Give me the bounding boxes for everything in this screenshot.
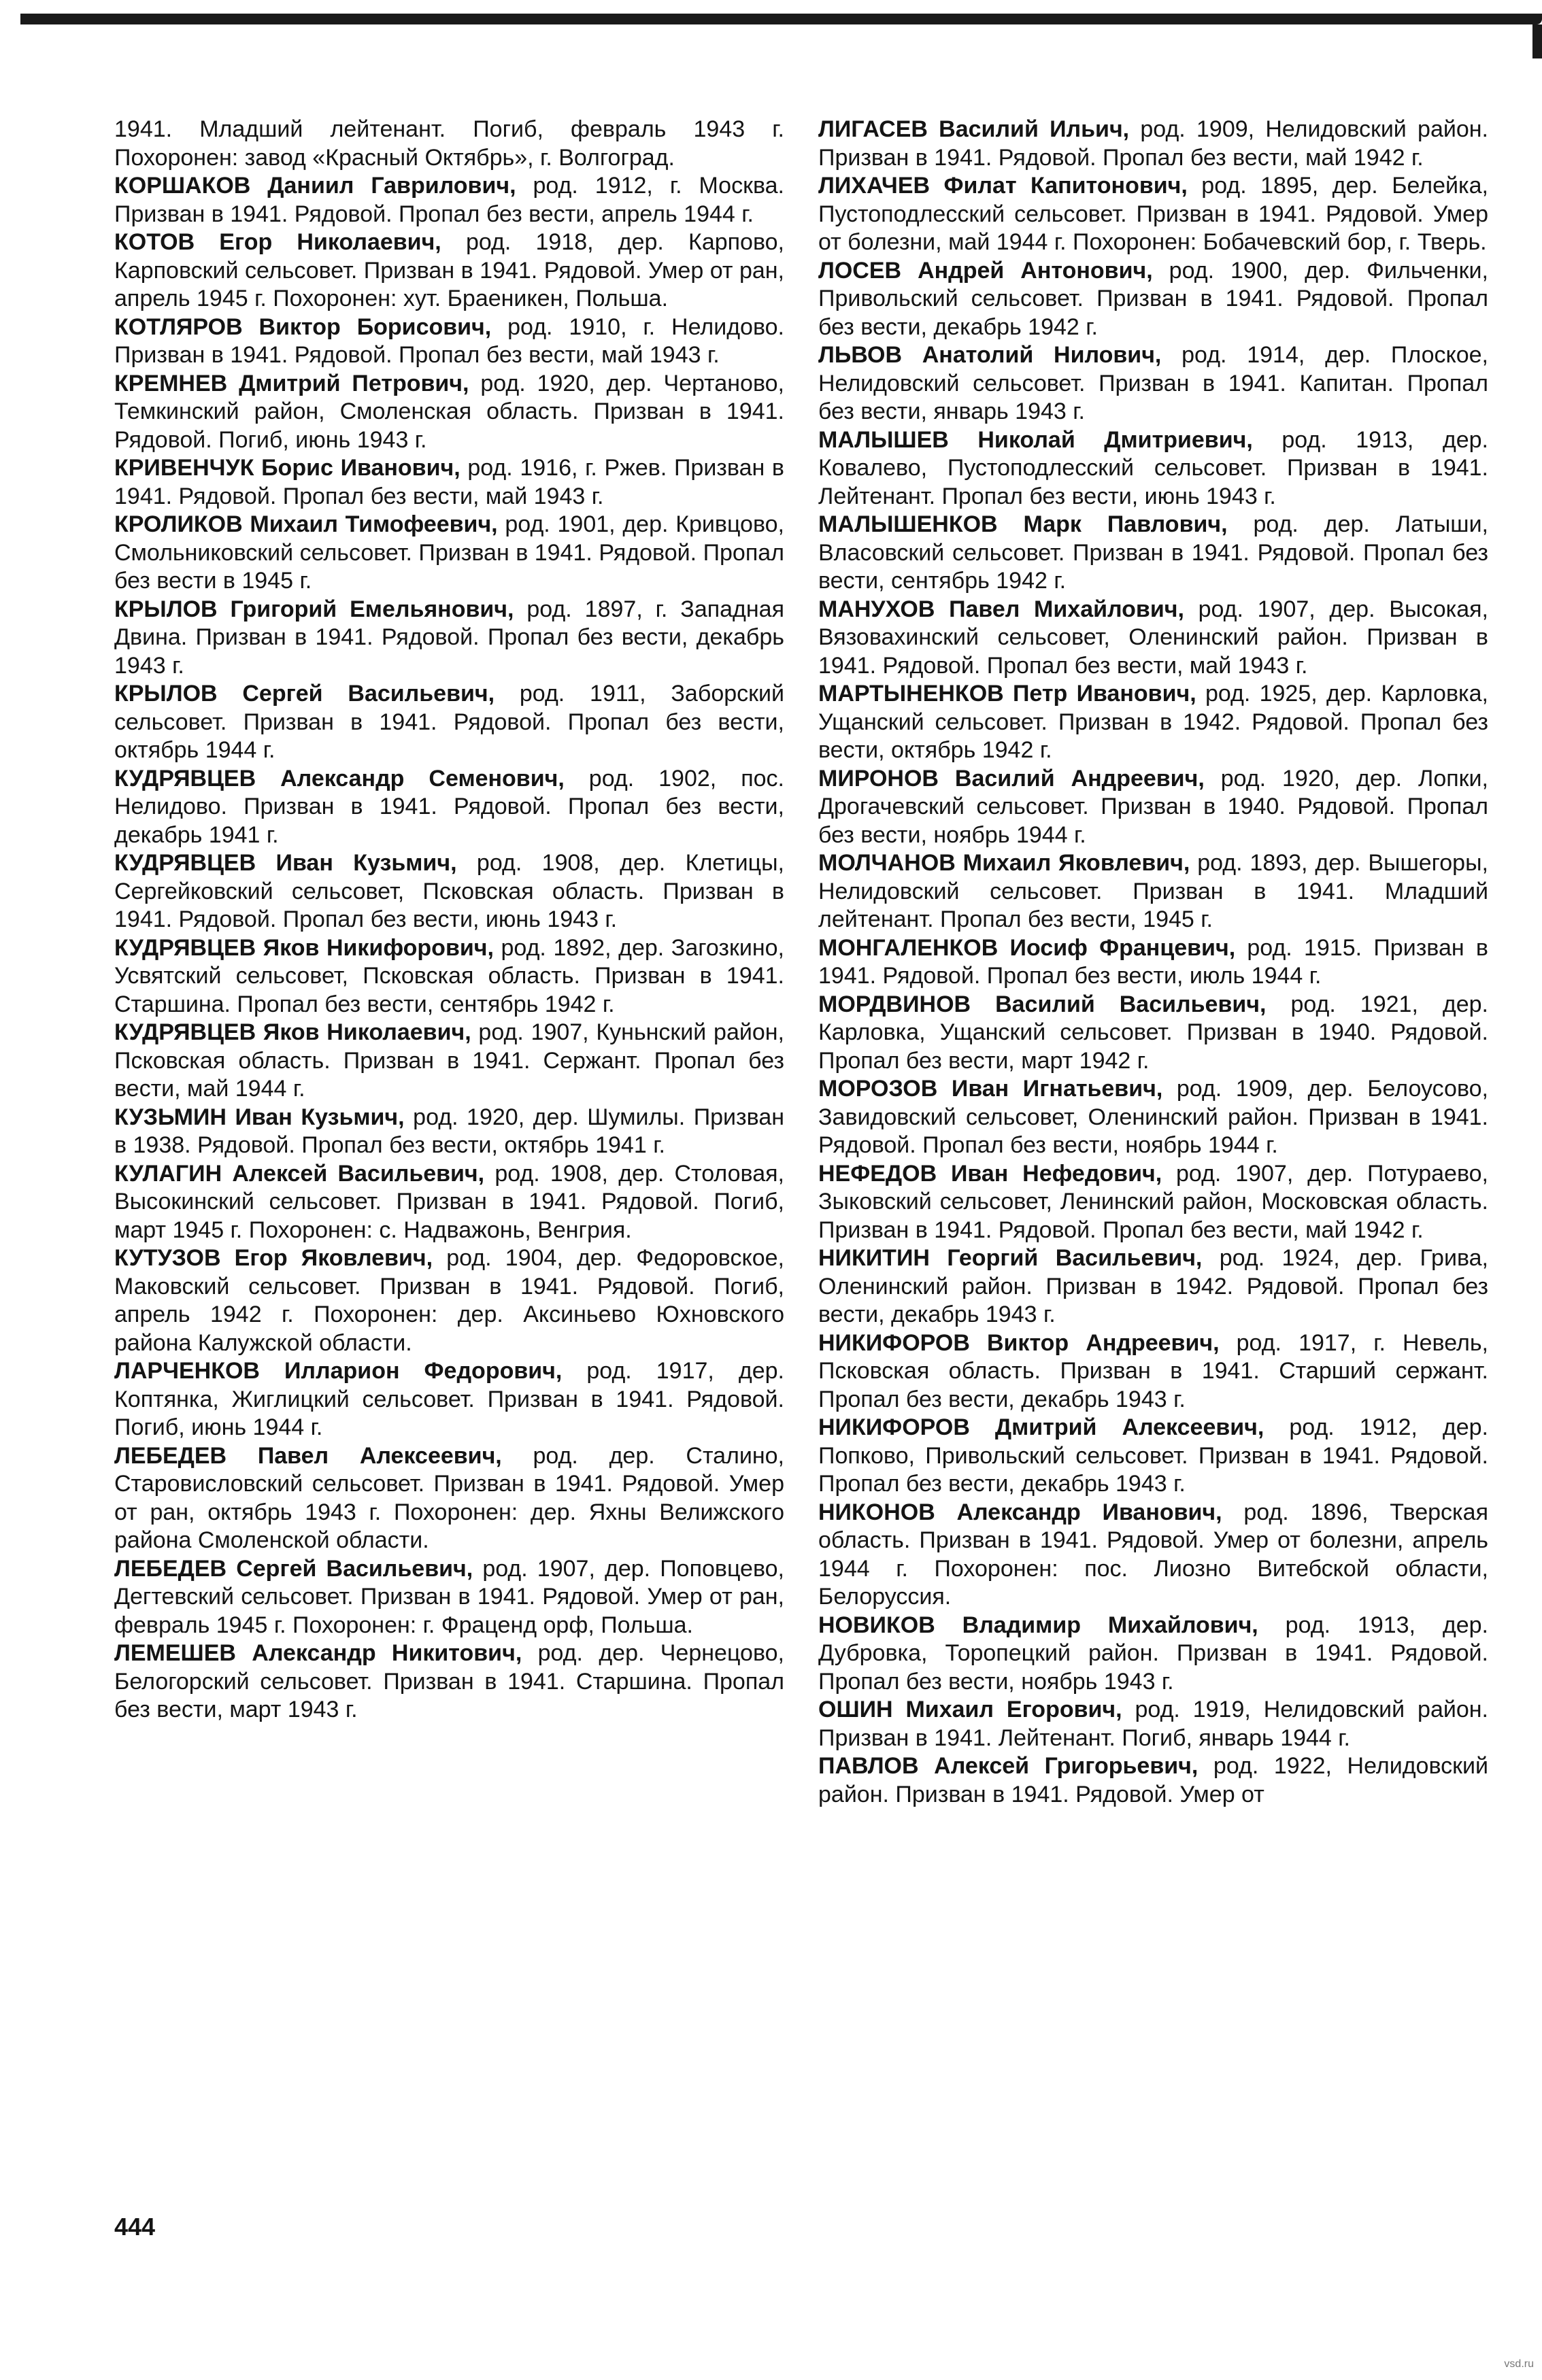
entry-details: род. 1896, Тверская область. Призван в 1941. Рядовой. Умер от болезни, апрель 1944 г. Похоронен: пос. Лиозно Витебской области, Белоруссия. [818, 1499, 1489, 1610]
person-name: МОЛЧАНОВ Михаил Яковлевич, [818, 850, 1190, 876]
memorial-entry [114, 511, 784, 596]
person-name: НЕФЕДОВ Иван Нефедович, [818, 1160, 1162, 1187]
entry-details: род. дер. Сталино, Старовисловский сельсовет. Призван в 1941. Рядовой. Умер от ран, октябрь 1943 г. Похоронен: дер. Яхны Велижского района Смоленской области. [114, 1442, 785, 1553]
site-watermark: vsd.ru [1504, 2358, 1534, 2370]
person-name: НОВИКОВ Владимир Михайлович, [818, 1612, 1258, 1638]
person-name: КРЕМНЕВ Дмитрий Петрович, [114, 370, 469, 396]
entry-details: род. 1916, г. Ржев. Призван в 1941. Рядовой. Пропал без вести, май 1943 г. [114, 455, 784, 509]
memorial-entry [818, 934, 1488, 991]
person-name: МОРОЗОВ Иван Игнатьевич, [818, 1076, 1163, 1102]
entry-details: род. 1909, Нелидовский район. Призван в 1941. Рядовой. Пропал без вести, май 1942 г. [818, 116, 1489, 171]
entry-details: род. дер. Латыши, Власовский сельсовет. Призван в 1941. Рядовой. Пропал без вести, сентябрь 1942 г. [818, 511, 1489, 594]
person-name: КРЫЛОВ Григорий Емельянович, [114, 596, 514, 622]
entry-details: род. 1909, дер. Белоусово, Завидовский сельсовет, Оленинский район. Призван в 1941. Рядовой. Пропал без вести, ноябрь 1944 г. [818, 1076, 1488, 1158]
person-name: КУДРЯВЦЕВ Яков Никифорович, [114, 934, 494, 961]
person-name: КОТОВ Егор Николаевич, [114, 229, 441, 255]
memorial-entry [114, 1019, 784, 1104]
entry-details: род. 1925, дер. Карловка, Ущанский сельсовет. Призван в 1942. Рядовой. Пропал без вести, октябрь 1942 г. [818, 681, 1488, 763]
memorial-entry [818, 1612, 1488, 1697]
memorial-entry [818, 257, 1488, 342]
memorial-entry [818, 426, 1488, 511]
person-name: КОТЛЯРОВ Виктор Борисович, [114, 313, 492, 340]
person-name: НИКИТИН Георгий Васильевич, [818, 1245, 1203, 1271]
entry-details: род. 1912, дер. Попково, Привольский сельсовет. Призван в 1941. Рядовой. Пропал без вести, декабрь 1943 г. [818, 1414, 1488, 1497]
memorial-entry [818, 1160, 1488, 1245]
entry-details: род. 1913, дер. Дубровка, Торопецкий район. Призван в 1941. Рядовой. Пропал без вести, ноябрь 1943 г. [818, 1612, 1488, 1695]
memorial-entry [818, 991, 1488, 1076]
memorial-entry [114, 1244, 784, 1357]
memorial-entry [114, 849, 784, 934]
entry-details: род. 1907, дер. Потураево, Зыковский сельсовет, Ленинский район, Московская область. Призван в 1941. Рядовой. Пропал без вести, май 1942 г. [818, 1160, 1488, 1243]
top-rule [20, 14, 1542, 24]
memorial-entry [818, 1244, 1488, 1329]
person-name: КУДРЯВЦЕВ Александр Семенович, [114, 765, 565, 792]
entry-details: род. 1921, дер. Карловка, Ущанский сельсовет. Призван в 1940. Рядовой. Пропал без вести, март 1942 г. [818, 991, 1488, 1074]
person-name: МОНГАЛЕНКОВ Иосиф Францевич, [818, 934, 1236, 961]
entry-details: род. 1907, дер. Высокая, Вязовахинский сельсовет, Оленинский район. Призван в 1941. Рядовой. Пропал без вести, май 1943 г. [818, 596, 1489, 679]
memorial-entry [114, 228, 784, 313]
entry-details: род. 1920, дер. Шумилы. Призван в 1938. Рядовой. Пропал без вести, октябрь 1941 г. [114, 1104, 785, 1158]
person-name: ОШИН Михаил Егорович, [818, 1697, 1122, 1722]
person-name: НИКИФОРОВ Дмитрий Алексеевич, [818, 1414, 1264, 1440]
entry-details: род. 1907, Куньнский район, Псковская область. Призван в 1941. Сержант. Пропал без вести, май 1944 г. [114, 1019, 784, 1102]
person-name: НИКОНОВ Александр Иванович, [818, 1499, 1222, 1525]
memorial-entry [114, 454, 784, 511]
memorial-entry [114, 370, 784, 455]
memorial-entry [818, 1329, 1488, 1414]
person-name: НИКИФОРОВ Виктор Андреевич, [818, 1329, 1220, 1356]
memorial-entry [818, 596, 1488, 681]
person-name: КРЫЛОВ Сергей Васильевич, [114, 681, 495, 707]
person-name: ЛЕБЕДЕВ Сергей Васильевич, [114, 1555, 473, 1582]
entry-details: род. 1908, дер. Столовая, Высокинский сельсовет. Призван в 1941. Рядовой. Погиб, март 1945 г. Похоронен: с. Надважонь, Венгрия. [114, 1160, 784, 1243]
person-name: МАЛЫШЕВ Николай Дмитриевич, [818, 426, 1253, 453]
person-name: КОРШАКОВ Даниил Гаврилович, [114, 173, 516, 199]
person-name: МАНУХОВ Павел Михайлович, [818, 596, 1184, 622]
entry-details: род. 1922, Нелидовский район. Призван в 1941. Рядовой. Умер от [818, 1753, 1489, 1807]
person-name: КУДРЯВЦЕВ Яков Николаевич, [114, 1019, 471, 1045]
memorial-entry [114, 172, 784, 228]
entry-details: род. 1911, Заборский сельсовет. Призван в 1941. Рядовой. Пропал без вести, октябрь 1944 г. [114, 681, 784, 763]
person-name: ЛИХАЧЕВ Филат Капитонович, [818, 173, 1188, 199]
memorial-entry [818, 1752, 1488, 1809]
entry-details: род. 1917, г. Невель, Псковская область. Призван в 1941. Старший сержант. Пропал без вести, декабрь 1943 г. [818, 1329, 1488, 1412]
person-name: ЛЕМЕШЕВ Александр Никитович, [114, 1640, 522, 1666]
memorial-entry [114, 1357, 784, 1442]
person-name: ЛЕБЕДЕВ Павел Алексеевич, [114, 1442, 502, 1469]
entry-details: род. 1895, дер. Белейка, Пустоподлесский сельсовет. Призван в 1941. Рядовой. Умер от болезни, май 1944 г. Похоронен: Бобачевский бор, г. Тверь. [818, 173, 1488, 255]
memorial-entry [114, 596, 784, 681]
entry-details: род. 1920, дер. Лопки, Дрогачевский сельсовет. Призван в 1940. Рядовой. Пропал без вести, ноябрь 1944 г. [818, 765, 1488, 848]
entry-details: род. 1907, дер. Поповцево, Дегтевский сельсовет. Призван в 1941. Рядовой. Умер от ран, февраль 1945 г. Похоронен: г. Фраценд орф, Польша. [114, 1555, 784, 1638]
entry-details: род. 1901, дер. Кривцово, Смольниковский сельсовет. Призван в 1941. Рядовой. Пропал без вести в 1945 г. [114, 511, 784, 594]
entry-details: род. 1919, Нелидовский район. Призван в 1941. Лейтенант. Погиб, январь 1944 г. [818, 1697, 1488, 1751]
person-name: ЛЬВОВ Анатолий Нилович, [818, 342, 1162, 368]
memorial-entry [114, 1555, 784, 1640]
right-column [818, 116, 1488, 1809]
memorial-entry [818, 172, 1488, 257]
memorial-entry [114, 116, 784, 172]
memorial-entry [818, 849, 1488, 934]
entry-details: род. 1917, дер. Коптянка, Жиглицкий сельсовет. Призван в 1941. Рядовой. Погиб, июнь 1944 г. [114, 1358, 784, 1440]
person-name: КУДРЯВЦЕВ Иван Кузьмич, [114, 850, 457, 876]
memorial-entry [114, 313, 784, 370]
page-number: 444 [114, 2213, 156, 2241]
entry-details: род. 1910, г. Нелидово. Призван в 1941. Рядовой. Пропал без вести, май 1943 г. [114, 313, 784, 368]
entry-details: род. 1924, дер. Грива, Оленинский район. Призван в 1942. Рядовой. Пропал без вести, декабрь 1943 г. [818, 1245, 1488, 1327]
entry-details: род. 1902, пос. Нелидово. Призван в 1941. Рядовой. Пропал без вести, декабрь 1941 г. [114, 765, 784, 848]
entry-details: род. 1893, дер. Вышегоры, Нелидовский сельсовет. Призван в 1941. Младший лейтенант. Пропал без вести, 1945 г. [818, 850, 1488, 932]
person-name: МАЛЫШЕНКОВ Марк Павлович, [818, 511, 1228, 537]
memorial-entry [818, 1499, 1488, 1612]
person-name: КРИВЕНЧУК Борис Иванович, [114, 455, 460, 481]
person-name: МИРОНОВ Василий Андреевич, [818, 765, 1205, 792]
entry-details: род. 1918, дер. Карпово, Карповский сельсовет. Призван в 1941. Рядовой. Умер от ран, апрель 1945 г. Похоронен: хут. Браеникен, Польша. [114, 229, 785, 311]
memorial-entry [818, 1696, 1488, 1752]
person-name: КРОЛИКОВ Михаил Тимофеевич, [114, 511, 498, 537]
left-column [114, 116, 784, 1724]
memorial-entry [818, 341, 1488, 426]
entry-details: род. дер. Чернецово, Белогорский сельсовет. Призван в 1941. Старшина. Пропал без вести, март 1943 г. [114, 1640, 784, 1722]
memorial-entry [114, 934, 784, 1019]
person-name: ЛИГАСЕВ Василий Ильич, [818, 116, 1130, 142]
person-name: КУЗЬМИН Иван Кузьмич, [114, 1104, 405, 1130]
entry-details: род. 1914, дер. Плоское, Нелидовский сельсовет. Призван в 1941. Капитан. Пропал без вести, январь 1943 г. [818, 342, 1489, 424]
entry-details: род. 1915. Призван в 1941. Рядовой. Пропал без вести, июль 1944 г. [818, 934, 1488, 989]
memorial-entry [114, 1639, 784, 1724]
person-name: КУЛАГИН Алексей Васильевич, [114, 1160, 485, 1187]
entry-details: род. 1904, дер. Федоровское, Маковский сельсовет. Призван в 1941. Рядовой. Погиб, апрель 1942 г. Похоронен: дер. Аксиньево Юхновского района Калужской области. [114, 1245, 784, 1356]
memorial-entry [114, 765, 784, 850]
person-name: ПАВЛОВ Алексей Григорьевич, [818, 1753, 1199, 1779]
memorial-entry [114, 1104, 784, 1160]
entry-details: род. 1900, дер. Фильченки, Привольский сельсовет. Призван в 1941. Рядовой. Пропал без вести, декабрь 1942 г. [818, 257, 1488, 340]
person-name: МОРДВИНОВ Василий Васильевич, [818, 991, 1267, 1017]
memorial-entry [114, 1442, 784, 1555]
memorial-entry [818, 680, 1488, 765]
memorial-entry [818, 511, 1488, 596]
person-name: ЛАРЧЕНКОВ Илларион Федорович, [114, 1358, 563, 1384]
entry-details: род. 1912, г. Москва. Призван в 1941. Рядовой. Пропал без вести, апрель 1944 г. [114, 173, 784, 227]
memorial-entry [818, 116, 1488, 172]
memorial-entry [114, 1160, 784, 1245]
entry-details: род. 1892, дер. Загозкино, Усвятский сельсовет, Псковская область. Призван в 1941. Старшина. Пропал без вести, сентябрь 1942 г. [114, 934, 785, 1017]
memorial-entry [818, 1414, 1488, 1499]
memorial-entry [818, 1075, 1488, 1160]
entry-details: род. 1913, дер. Ковалево, Пустоподлесский сельсовет. Призван в 1941. Лейтенант. Пропал без вести, июнь 1943 г. [818, 426, 1488, 509]
entry-details: род. 1920, дер. Чертаново, Темкинский район, Смоленская область. Призван в 1941. Рядовой. Погиб, июнь 1943 г. [114, 370, 784, 453]
person-name: МАРТЫНЕНКОВ Петр Иванович, [818, 681, 1196, 707]
entry-details: род. 1897, г. Западная Двина. Призван в 1941. Рядовой. Пропал без вести, декабрь 1943 г. [114, 596, 784, 679]
entry-details: род. 1908, дер. Клетицы, Сергейковский сельсовет, Псковская область. Призван в 1941. Рядовой. Пропал без вести, июнь 1943 г. [114, 850, 784, 932]
memorial-entry [114, 680, 784, 765]
person-name: КУТУЗОВ Егор Яковлевич, [114, 1245, 433, 1271]
person-name: ЛОСЕВ Андрей Антонович, [818, 257, 1153, 284]
memorial-entry [818, 765, 1488, 850]
entry-details: 1941. Младший лейтенант. Погиб, февраль 1943 г. Похоронен: завод «Красный Октябрь», г. Волгоград. [114, 116, 784, 171]
